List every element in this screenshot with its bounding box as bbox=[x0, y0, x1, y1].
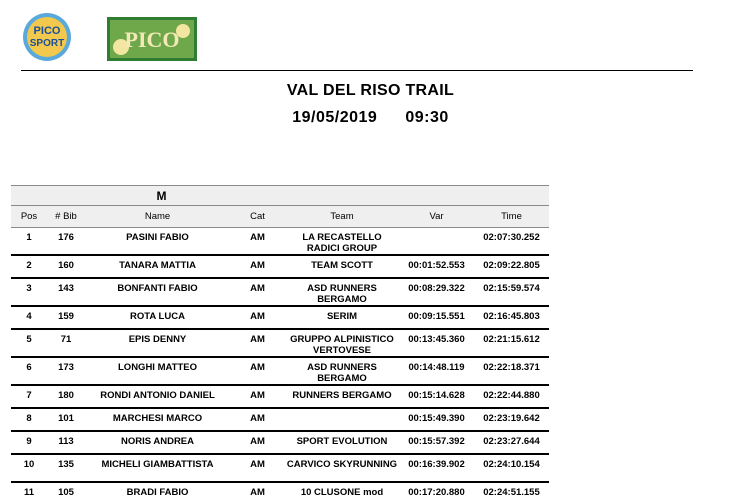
cell-var: 00:14:48.119 bbox=[399, 357, 474, 385]
cell-cat: AM bbox=[230, 306, 285, 329]
cell-var: 00:16:39.902 bbox=[399, 454, 474, 482]
cell-var: 00:01:52.553 bbox=[399, 255, 474, 278]
table-row bbox=[11, 408, 549, 431]
cell-cat: AM bbox=[230, 255, 285, 278]
cell-name: PASINI FABIO bbox=[85, 228, 230, 256]
col-pos-header: Pos bbox=[11, 206, 47, 228]
logo2-text: PICO bbox=[124, 27, 180, 52]
col-name-header: Name bbox=[85, 206, 230, 228]
cell-pos: 5 bbox=[11, 329, 47, 357]
cell-var: 00:17:20.880 bbox=[408, 487, 465, 498]
cell-time: 02:23:19.642 bbox=[474, 408, 549, 431]
cell-cat: AM bbox=[230, 278, 285, 306]
col-team-header: Team bbox=[285, 206, 399, 228]
race-date: 19/05/2019 bbox=[292, 109, 378, 126]
cell-team: ASD RUNNERS BERGAMO bbox=[285, 278, 399, 306]
cell-var: 00:08:29.322 bbox=[399, 278, 474, 306]
cell-cat: AM bbox=[250, 487, 265, 498]
cell-bib: 159 bbox=[47, 306, 85, 329]
cell-cat: AM bbox=[230, 385, 285, 408]
cell-team: LA RECASTELLO RADICI GROUP bbox=[285, 228, 399, 256]
cell-var bbox=[399, 228, 474, 256]
header-divider bbox=[21, 70, 693, 71]
column-header-row bbox=[11, 206, 549, 228]
cell-cat: AM bbox=[230, 228, 285, 256]
cell-bib: 71 bbox=[47, 329, 85, 357]
table-row bbox=[11, 482, 549, 499]
cell-team: 10 CLUSONE mod bbox=[300, 487, 384, 498]
cell-pos: 10 bbox=[11, 454, 47, 482]
table-row bbox=[11, 306, 549, 329]
cell-bib: 180 bbox=[47, 385, 85, 408]
cell-bib: 143 bbox=[47, 278, 85, 306]
cell-pos: 11 bbox=[23, 487, 35, 498]
cell-time: 02:15:59.574 bbox=[474, 278, 549, 306]
col-time-header: Time bbox=[474, 206, 549, 228]
cell-time: 02:21:15.612 bbox=[474, 329, 549, 357]
cell-name: NORIS ANDREA bbox=[85, 431, 230, 454]
cell-cat: AM bbox=[230, 357, 285, 385]
cell-pos: 1 bbox=[11, 228, 47, 256]
cell-name: EPIS DENNY bbox=[85, 329, 230, 357]
cell-team: ASD RUNNERS BERGAMO bbox=[285, 357, 399, 385]
cell-time: 02:22:18.371 bbox=[474, 357, 549, 385]
cell-time: 02:22:44.880 bbox=[474, 385, 549, 408]
cell-time: 02:16:45.803 bbox=[474, 306, 549, 329]
cell-cat: AM bbox=[230, 329, 285, 357]
cell-name: ROTA LUCA bbox=[85, 306, 230, 329]
cell-name: MICHELI GIAMBATTISTA bbox=[85, 454, 230, 482]
cell-pos: 2 bbox=[11, 255, 47, 278]
cell-bib: 176 bbox=[47, 228, 85, 256]
cell-bib: 135 bbox=[47, 454, 85, 482]
cell-name: MARCHESI MARCO bbox=[85, 408, 230, 431]
cell-name: LONGHI MATTEO bbox=[85, 357, 230, 385]
results-table bbox=[11, 185, 549, 499]
cell-var: 00:15:14.628 bbox=[399, 385, 474, 408]
cell-var: 00:15:49.390 bbox=[399, 408, 474, 431]
cell-bib: 105 bbox=[58, 487, 74, 498]
cell-bib: 160 bbox=[47, 255, 85, 278]
cell-pos: 3 bbox=[11, 278, 47, 306]
cell-team: RUNNERS BERGAMO bbox=[285, 385, 399, 408]
cell-pos: 8 bbox=[11, 408, 47, 431]
category-header-row bbox=[11, 186, 549, 206]
cell-pos: 7 bbox=[11, 385, 47, 408]
cell-bib: 101 bbox=[47, 408, 85, 431]
cell-cat: AM bbox=[230, 408, 285, 431]
logo1-text-bottom: SPORT bbox=[29, 38, 65, 49]
cell-team: TEAM SCOTT bbox=[285, 255, 399, 278]
cell-team: CARVICO SKYRUNNING bbox=[285, 454, 399, 482]
cell-var: 00:15:57.392 bbox=[399, 431, 474, 454]
cell-name: BRADI FABIO bbox=[126, 487, 189, 498]
pico-emblem-logo bbox=[107, 17, 197, 61]
cell-time: 02:24:10.154 bbox=[474, 454, 549, 482]
pico-sport-logo bbox=[22, 12, 72, 62]
cell-cat: AM bbox=[230, 454, 285, 482]
race-time: 09:30 bbox=[405, 109, 449, 126]
cell-bib: 173 bbox=[47, 357, 85, 385]
table-row bbox=[11, 329, 549, 357]
cell-name: TANARA MATTIA bbox=[85, 255, 230, 278]
table-row bbox=[11, 385, 549, 408]
cell-name: BONFANTI FABIO bbox=[85, 278, 230, 306]
cell-name: RONDI ANTONIO DANIEL bbox=[85, 385, 230, 408]
cell-cat: AM bbox=[230, 431, 285, 454]
race-datetime bbox=[0, 109, 741, 127]
table-row bbox=[11, 228, 549, 256]
table-row bbox=[11, 454, 549, 482]
cell-team bbox=[285, 408, 399, 431]
cell-time: 02:09:22.805 bbox=[474, 255, 549, 278]
cell-team: SPORT EVOLUTION bbox=[285, 431, 399, 454]
cell-time: 02:07:30.252 bbox=[474, 228, 549, 256]
table-row bbox=[11, 255, 549, 278]
cell-time: 02:23:27.644 bbox=[474, 431, 549, 454]
table-row bbox=[11, 278, 549, 306]
cell-bib: 113 bbox=[47, 431, 85, 454]
cell-var: 00:13:45.360 bbox=[399, 329, 474, 357]
logo1-text-top: PICO bbox=[33, 25, 61, 37]
table-row bbox=[11, 431, 549, 454]
col-bib-header: # Bib bbox=[47, 206, 85, 228]
cell-pos: 4 bbox=[11, 306, 47, 329]
table-row bbox=[11, 357, 549, 385]
col-cat-header: Cat bbox=[230, 206, 285, 228]
cell-pos: 6 bbox=[11, 357, 47, 385]
cell-time: 02:24:51.155 bbox=[483, 487, 540, 498]
cell-team: SERIM bbox=[285, 306, 399, 329]
cell-team: GRUPPO ALPINISTICO VERTOVESE bbox=[285, 329, 399, 357]
cell-pos: 9 bbox=[11, 431, 47, 454]
col-var-header: Var bbox=[399, 206, 474, 228]
cell-var: 00:09:15.551 bbox=[399, 306, 474, 329]
category-label: M bbox=[85, 186, 230, 206]
race-title: VAL DEL RISO TRAIL bbox=[286, 82, 455, 99]
